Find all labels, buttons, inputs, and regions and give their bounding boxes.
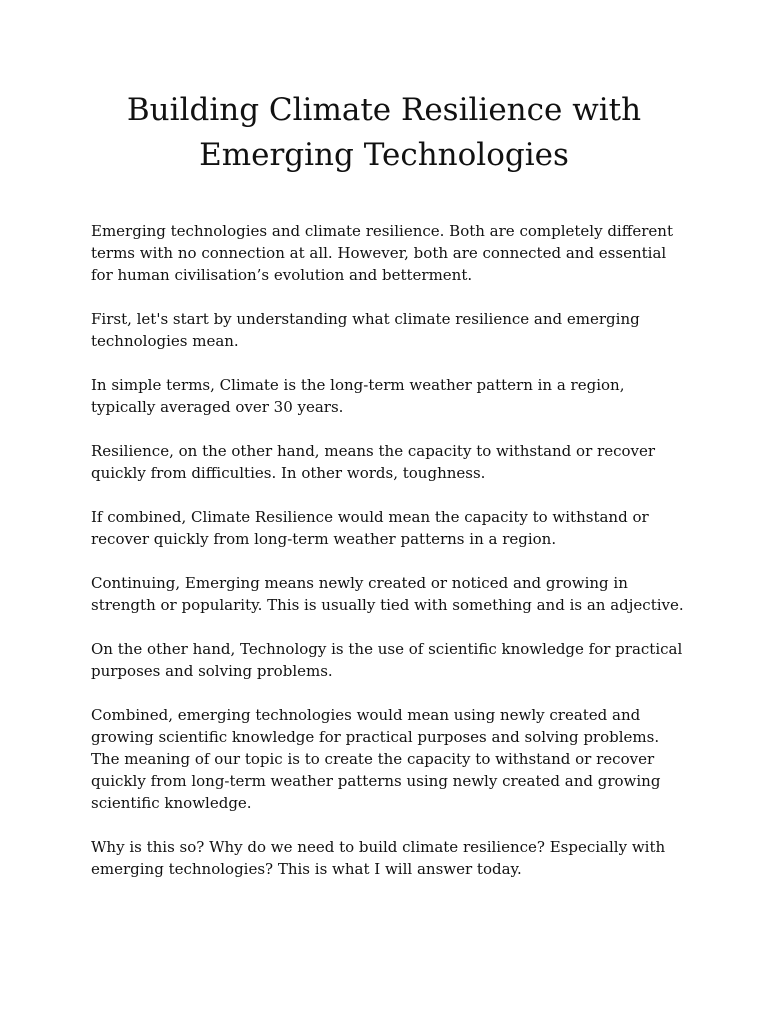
- paragraph-2: First, let's start by understanding what climate resilience and emerging technologies mean.: [91, 310, 640, 350]
- page-title: [0, 88, 768, 178]
- paragraph-3: In simple terms, Climate is the long-term weather pattern in a region, typically averaged over 30 years.: [91, 376, 625, 416]
- title-line-1: Building Climate Resilience with: [126, 92, 642, 128]
- paragraph-5: If combined, Climate Resilience would mean the capacity to withstand or recover quickly from long-term weather patterns in a region.: [91, 508, 649, 548]
- paragraph-6: Continuing, Emerging means newly created or noticed and growing in strength or popularity. This is usually tied with something and is an adjective.: [91, 574, 684, 614]
- title-line-2: Emerging Technologies: [199, 137, 569, 173]
- paragraph-7: On the other hand, Technology is the use of scientific knowledge for practical purposes and solving problems.: [91, 640, 683, 680]
- paragraph-4: Resilience, on the other hand, means the capacity to withstand or recover quickly from difficulties. In other words, toughness.: [91, 442, 656, 482]
- paragraph-8-part-2: The meaning of our topic is to create the capacity to withstand or recover quickly from long-term weather patterns using newly created and growing scientific knowledge.: [91, 750, 661, 812]
- paragraph-8: [91, 704, 691, 814]
- paragraph-8-part-1: Combined, emerging technologies would mean using newly created and growing scientific knowledge for practical purposes and solving problems.: [91, 706, 660, 746]
- paragraph-1: Emerging technologies and climate resilience. Both are completely different terms with no connection at all. However, both are connected and essential for human civilisation’s evolution and betterment.: [91, 222, 673, 284]
- document-body: [91, 220, 691, 902]
- paragraph-9: Why is this so? Why do we need to build climate resilience? Especially with emerging technologies? This is what I will answer today.: [91, 838, 666, 878]
